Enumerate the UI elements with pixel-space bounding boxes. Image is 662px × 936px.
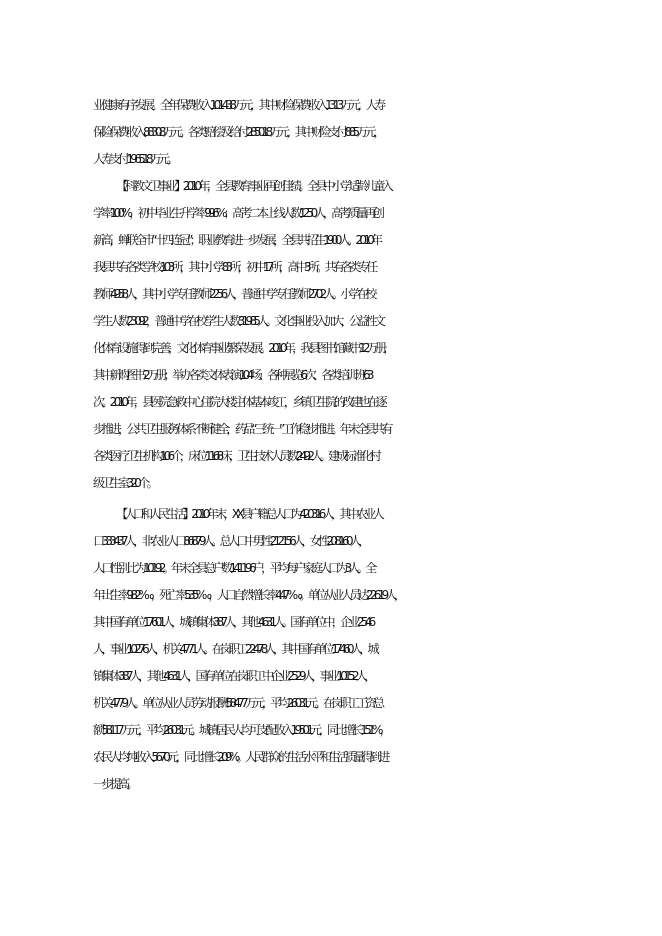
text-line: 新高，蝉联全市“十四连冠”；职业教育进一步发展，全县共招生 1900 人。2010 年 — [93, 233, 380, 247]
text-line: 业健康有序发展。全年保费收入 10143.8 万元，其中财险保费收入 1313 万元，人寿 — [93, 98, 383, 112]
text-line: 镇集体 387 人，其他 4631 人，国有单位在岗职工中企业 2529 人，事业 10152 人， — [93, 669, 373, 683]
text-line: 教师 4958 人，其中小学专任教师 2256 人，普通中学专任教师 2702 人。小学在校 — [93, 287, 374, 301]
text-line: 人，事业 10276 人，机关 4771 人。在岗职工 22478 人，其中国有单位 17460 人，城 — [93, 642, 376, 656]
text-line: 额 58117 万元，平均 26031 元。城镇居民人均可支配收入 19501 元，同比增长 15.1%， — [93, 723, 388, 737]
text-line: 保险保费收入 8830.8 万元。各类赔偿及给付 2850.18 万元，其中财险支付 885 万元， — [93, 125, 382, 139]
text-line: 其中国有单位 17601 人，城镇集体 387 人，其他 4631 人。国有单位中，企业 2546 — [93, 615, 373, 629]
section-heading-science-education: 【科教文卫事业】2010 年，全县教育事业再创佳绩。全县中小学适龄儿童入 — [116, 179, 391, 193]
text-line: 年出生率 9.82‰，死亡率 5.35‰，人口自然增长率 4.47‰。单位从业人员达 22619 人， — [93, 588, 403, 602]
text-line: 机关 4779 人。单位从业人员劳动报酬 58477 万元，平均 26031 元。在岗职工工资总 — [93, 696, 382, 710]
text-line: 次。2010 年，县医院急救中心住院大楼主体基本竣工，乡镇卫生院的改建也在逐 — [93, 395, 384, 409]
text-line: 学率 100%，初中毕业生升学率 99.6%；高考二本上线人数 1250 人，高考质量再创 — [93, 206, 382, 220]
text-line: 人寿支付 1965.18 万元。 — [93, 152, 175, 166]
text-line: 农民人均纯收入 5670 元，同比增长 20.9%。人民群众的生活水平和生活质量得到进 — [93, 750, 387, 764]
section-heading-population: 【人口和人民生活 】 2010 年末，XX 县户籍总人口为 420316 人，其中农业人 — [116, 507, 381, 521]
text-line: 口 333437 人，非农业人口 86879 人 。总人口中男性 212156 人，女性 208160 人， — [93, 534, 367, 548]
text-line: 人口性别比为 101.92。年末全县总户数 141196 户，平均每户家庭人口为 3 人。全 — [93, 561, 374, 575]
text-line: 其中新购图书 2 万册；举办各类文体表演 104 场、各种展览 6 次、各类培训班 63 — [93, 368, 371, 382]
text-line: 级卫生室 320 个。 — [93, 476, 155, 490]
text-line: 我县共有各类学校 103 所，其中小学 83 所，初中 17 所，高中 3 所。共有各类专任 — [93, 260, 375, 274]
text-line: 学生人数 23092，普通中学在校学生人数 31985 人。文化事业投入加大，公益性文 — [93, 314, 383, 328]
text-line: 步推进，公共卫生服务体系不断健全，药品“三统一”工作稳步推进。年末全县共有 — [93, 422, 390, 436]
text-line: 化体育设施得到完善，文化体育事业繁荣发展。 2010 年，我县图书馆藏书 12 万册， — [93, 341, 392, 355]
text-line: 一步提高。 — [93, 777, 135, 791]
text-line: 各类医疗卫生机构 106 个，床位 1168 床，卫生技术人员数 2492 人。建成标准化村 — [93, 449, 378, 463]
